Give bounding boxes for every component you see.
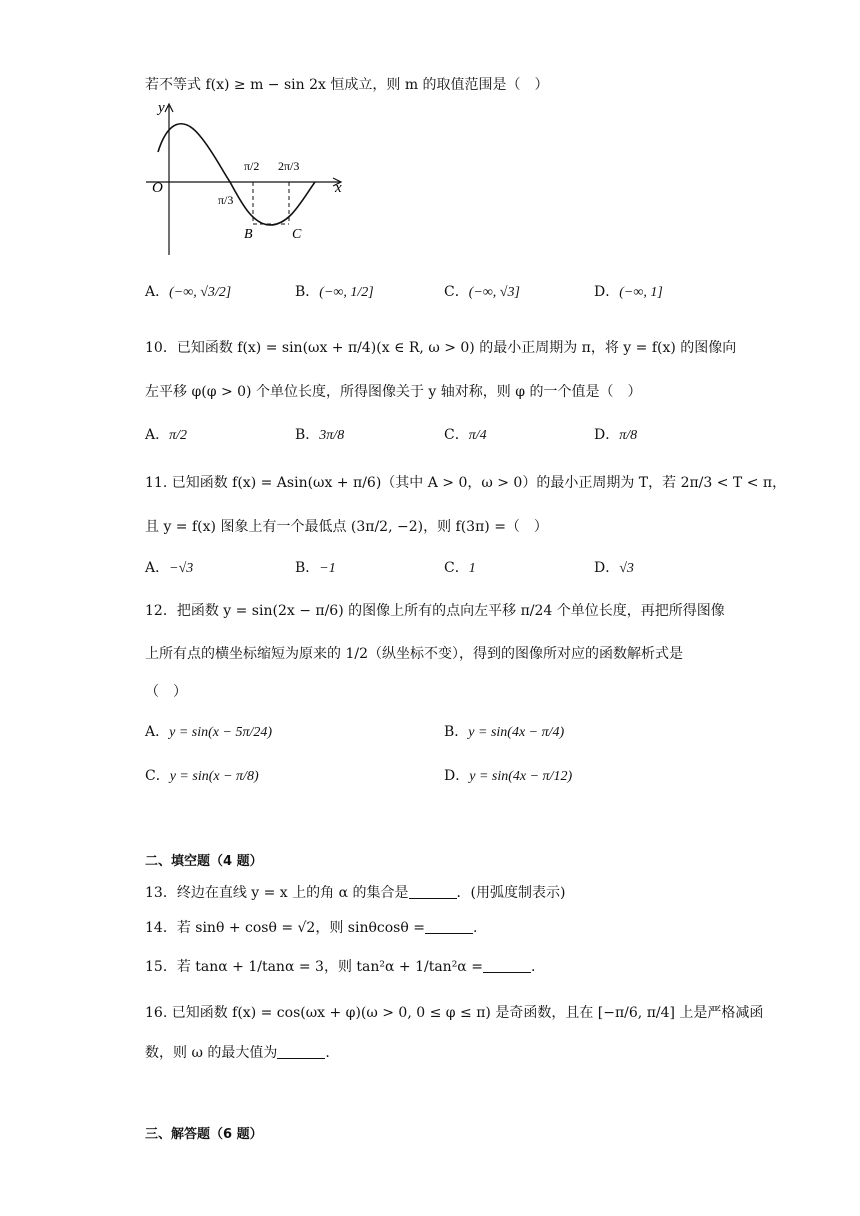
q12-line1: 12．把函数 y = sin(2x − π/6) 的图像上所有的点向左平移 π/24 个单位长度，再把所得图像 bbox=[145, 603, 725, 619]
q12-line3: （ ） bbox=[145, 684, 187, 700]
q12-option-d: D．y = sin(4x − π/12) bbox=[444, 768, 573, 784]
q11-line2: 且 y = f(x) 图象上有一个最低点 (3π/2, −2)，则 f(3π) =（ ） bbox=[145, 519, 548, 535]
q12-option-b: B．y = sin(4x − π/4) bbox=[444, 724, 565, 740]
q10-option-c: C．π/4 bbox=[444, 427, 487, 443]
q9-sine-graph bbox=[140, 100, 360, 260]
q9-stem: 若不等式 f(x) ≥ m − sin 2x 恒成立，则 m 的取值范围是（ ） bbox=[145, 77, 549, 93]
q12-option-a: A．y = sin(x − 5π/24) bbox=[145, 724, 273, 740]
q16-line2: 数，则 ω 的最大值为 . bbox=[145, 1045, 330, 1061]
q9-option-a: A．(−∞, √3/2] bbox=[145, 284, 232, 300]
section-fill-in-heading: 二、填空题（4 题） bbox=[145, 854, 263, 869]
q11-option-a: A．−√3 bbox=[145, 560, 194, 576]
q14: 14．若 sinθ + cosθ = √2，则 sinθcosθ = . bbox=[145, 920, 478, 936]
q10-option-a: A．π/2 bbox=[145, 427, 188, 443]
q10-option-d: D．π/8 bbox=[594, 427, 638, 443]
q11-option-c: C．1 bbox=[444, 560, 476, 576]
q12-option-c: C．y = sin(x − π/8) bbox=[145, 768, 259, 784]
q13-answer-blank bbox=[409, 884, 457, 899]
q9-option-b: B．(−∞, 1/2] bbox=[295, 284, 374, 300]
graph-y-label: y bbox=[158, 100, 165, 116]
q9-option-d: D．(−∞, 1] bbox=[594, 284, 663, 300]
graph-pi3-label: π/3 bbox=[218, 193, 234, 207]
graph-x-label: x bbox=[335, 180, 342, 196]
q11-line1: 11. 已知函数 f(x) = Asin(ωx + π/6)（其中 A > 0，ω > 0）的最小正周期为 T，若 2π/3 < T < π， bbox=[145, 475, 787, 491]
q16-answer-blank bbox=[277, 1044, 325, 1059]
graph-b-label: B bbox=[244, 227, 253, 242]
graph-origin-label: O bbox=[152, 180, 163, 196]
graph-pi2-label: π/2 bbox=[244, 159, 260, 173]
q10-option-b: B．3π/8 bbox=[295, 427, 345, 443]
q10-line2: 左平移 φ(φ > 0) 个单位长度，所得图像关于 y 轴对称，则 φ 的一个值是（ ） bbox=[145, 384, 642, 400]
q13: 13．终边在直线 y = x 上的角 α 的集合是 ．(用弧度制表示) bbox=[145, 885, 566, 901]
q9-option-c: C．(−∞, √3] bbox=[444, 284, 520, 300]
q10-line1: 10．已知函数 f(x) = sin(ωx + π/4)(x ∈ R, ω > 0) 的最小正周期为 π，将 y = f(x) 的图像向 bbox=[145, 340, 737, 356]
q11-option-d: D．√3 bbox=[594, 560, 634, 576]
graph-2pi3-label: 2π/3 bbox=[278, 159, 300, 173]
q11-option-b: B．−1 bbox=[295, 560, 336, 576]
section-solution-heading: 三、解答题（6 题） bbox=[145, 1127, 263, 1142]
q14-answer-blank bbox=[425, 919, 473, 934]
q15-answer-blank bbox=[483, 958, 531, 973]
q15: 15．若 tanα + 1/tanα = 3，则 tan²α + 1/tan²α = . bbox=[145, 959, 536, 975]
q16-line1: 16. 已知函数 f(x) = cos(ωx + φ)(ω > 0, 0 ≤ φ ≤ π) 是奇函数，且在 [−π/6, π/4] 上是严格减函 bbox=[145, 1005, 764, 1021]
q12-line2: 上所有点的横坐标缩短为原来的 1/2（纵坐标不变），得到的图像所对应的函数解析式是 bbox=[145, 646, 683, 662]
graph-c-label: C bbox=[292, 227, 302, 242]
